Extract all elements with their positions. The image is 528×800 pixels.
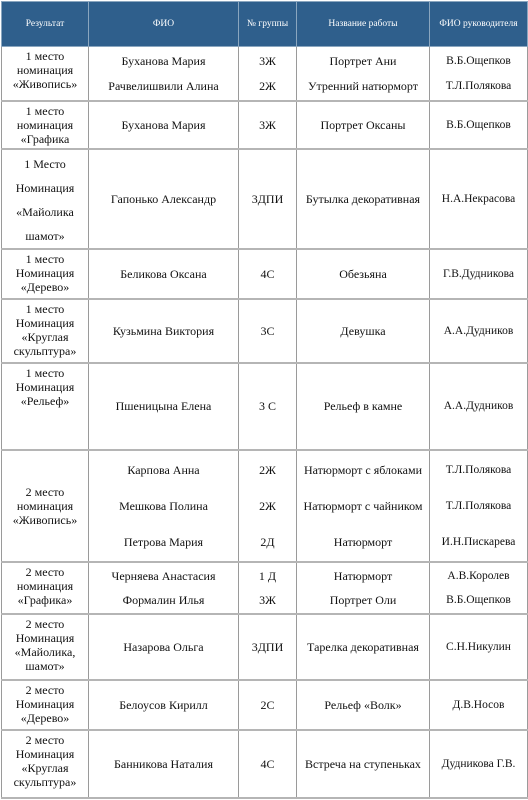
result-line: Номинация — [15, 315, 75, 330]
result-line: номинация — [16, 63, 74, 77]
result-line: 2 место — [25, 682, 65, 697]
table-row — [2, 680, 528, 730]
table-row — [2, 149, 528, 249]
participant-name: Гапонько Александр — [110, 191, 217, 206]
work-title: Девушка — [340, 323, 386, 338]
work-cell — [297, 47, 430, 101]
table-row — [2, 730, 528, 798]
work-cell — [297, 450, 430, 562]
supervisor-cell — [430, 730, 528, 798]
group-number: 3С — [260, 323, 275, 338]
supervisor-name: Н.А.Некрасова — [441, 192, 516, 205]
result-line: 1 Место — [24, 156, 66, 171]
result-cell — [2, 249, 89, 299]
work-cell — [297, 363, 430, 450]
supervisor-cell — [430, 47, 528, 101]
table-row — [2, 562, 528, 614]
table-row — [2, 363, 528, 450]
result-cell — [2, 450, 89, 562]
participant-name: Рачвелишвили Алина — [108, 78, 219, 93]
table-row — [2, 101, 528, 149]
participant-name: Буханова Мария — [121, 53, 206, 68]
supervisor-name: В.Б.Ощепков — [446, 118, 511, 131]
result-line: Номинация — [15, 746, 75, 761]
group-cell — [239, 680, 297, 730]
result-line: «Круглая — [21, 760, 69, 775]
result-line: Номинация — [15, 180, 75, 195]
table-row — [2, 450, 528, 562]
result-line: 1 место — [25, 365, 65, 380]
group-number: 2Ж — [259, 78, 276, 93]
result-line: «Графика — [20, 131, 70, 146]
participant-name: Петрова Мария — [123, 534, 204, 549]
header-row — [2, 2, 528, 47]
supervisor-cell — [430, 149, 528, 249]
group-number: 4С — [260, 756, 275, 771]
work-title: Портрет Оксаны — [320, 117, 406, 132]
group-number: 3ДПИ — [251, 191, 284, 206]
result-line: Номинация — [15, 696, 75, 711]
group-cell — [239, 249, 297, 299]
supervisor-name: С.Н.Никулин — [446, 640, 511, 653]
group-cell — [239, 363, 297, 450]
result-line: «Рельеф» — [20, 393, 70, 408]
header-name: ФИО — [89, 2, 239, 47]
supervisor-cell — [430, 363, 528, 450]
participant-name: Карпова Анна — [127, 462, 200, 477]
supervisor-cell — [430, 101, 528, 149]
group-number: 2С — [260, 697, 275, 712]
result-cell — [2, 562, 89, 614]
participant-name: Назарова Ольга — [123, 639, 204, 654]
work-cell — [297, 249, 430, 299]
result-cell — [2, 680, 89, 730]
supervisor-name: Г.В.Дудникова — [443, 267, 514, 280]
supervisor-name: Т.Л.Полякова — [445, 463, 512, 476]
supervisor-cell — [430, 249, 528, 299]
group-number: 2Ж — [259, 462, 276, 477]
result-line: «Дерево» — [20, 279, 70, 294]
group-cell — [239, 299, 297, 363]
result-cell — [2, 101, 89, 149]
name-cell — [89, 562, 239, 614]
supervisor-cell — [430, 299, 528, 363]
group-number: 4С — [260, 266, 275, 281]
result-cell — [2, 149, 89, 249]
header-supervisor: ФИО руководителя — [430, 2, 528, 47]
result-line: Номинация — [15, 379, 75, 394]
work-title: Натюрморт — [333, 534, 393, 549]
participant-name: Кузьмина Виктория — [112, 323, 215, 338]
work-title: Натюрморт — [333, 568, 393, 583]
result-line: 1 место — [25, 49, 65, 63]
result-line: «Круглая — [21, 329, 69, 344]
result-line: «Графика» — [17, 592, 73, 607]
result-line: 2 место — [25, 484, 65, 499]
group-number: 3Ж — [259, 53, 276, 68]
supervisor-name: А.А.Дудников — [443, 324, 514, 337]
results-table — [1, 1, 528, 799]
supervisor-name: А.А.Дудников — [443, 400, 514, 412]
supervisor-name: Т.Л.Полякова — [445, 79, 512, 92]
work-title: Натюрморт с яблоками — [303, 462, 423, 477]
result-line: 1 место — [25, 103, 65, 118]
name-cell — [89, 299, 239, 363]
work-cell — [297, 562, 430, 614]
supervisor-cell — [430, 680, 528, 730]
work-title: Обезьяна — [339, 266, 387, 281]
group-number: 1 Д — [258, 568, 277, 583]
result-line: номинация — [16, 578, 74, 593]
work-cell — [297, 299, 430, 363]
supervisor-cell — [430, 614, 528, 680]
result-line: 2 место — [25, 616, 65, 631]
table-row — [2, 299, 528, 363]
result-line: 2 место — [25, 564, 65, 579]
work-title: Натюрморт с чайником — [303, 498, 423, 513]
result-line: Номинация — [15, 265, 75, 280]
result-line: «Дерево» — [20, 710, 70, 725]
result-line: скульптура» — [13, 343, 77, 358]
table-row — [2, 614, 528, 680]
result-line: номинация — [16, 117, 74, 132]
name-cell — [89, 680, 239, 730]
name-cell — [89, 149, 239, 249]
result-line: «Майолика — [16, 204, 74, 219]
group-cell — [239, 614, 297, 680]
work-cell — [297, 680, 430, 730]
result-line: «Живопись» — [12, 512, 78, 527]
participant-name: Формалин Илья — [122, 592, 205, 607]
work-cell — [297, 730, 430, 798]
supervisor-name: Т.Л.Полякова — [445, 499, 512, 512]
result-line: скульптура» — [13, 774, 77, 789]
supervisor-name: В.Б.Ощепков — [446, 593, 511, 606]
name-cell — [89, 730, 239, 798]
work-cell — [297, 101, 430, 149]
result-line: 2 место — [25, 732, 65, 747]
participant-name: Пшеницына Елена — [115, 399, 212, 413]
name-cell — [89, 249, 239, 299]
result-cell — [2, 614, 89, 680]
result-line: Номинация — [15, 630, 75, 645]
name-cell — [89, 47, 239, 101]
participant-name: Мешкова Полина — [119, 498, 208, 513]
result-line: 1 место — [25, 301, 65, 316]
result-cell — [2, 47, 89, 101]
header-result: Результат — [2, 2, 89, 47]
supervisor-name: И.Н.Пискарева — [441, 535, 516, 548]
work-title: Встреча на ступеньках — [305, 756, 421, 771]
result-line: номинация — [16, 498, 74, 513]
work-title: Бутылка декоративная — [305, 191, 421, 206]
work-title: Тарелка декоративная — [307, 639, 419, 654]
name-cell — [89, 101, 239, 149]
header-work-title: Название работы — [297, 2, 430, 47]
result-line: 1 место — [25, 251, 65, 266]
result-cell — [2, 299, 89, 363]
result-cell — [2, 363, 89, 450]
supervisor-name: Дудникова Г.В. — [441, 757, 516, 770]
work-cell — [297, 614, 430, 680]
work-cell — [297, 149, 430, 249]
participant-name: Черняева Анастасия — [111, 568, 216, 583]
work-title: Портрет Оли — [329, 592, 397, 607]
result-cell — [2, 730, 89, 798]
group-cell — [239, 101, 297, 149]
result-line: «Живопись» — [12, 77, 78, 91]
supervisor-cell — [430, 562, 528, 614]
group-cell — [239, 149, 297, 249]
work-title: Рельеф в камне — [323, 399, 403, 413]
supervisor-name: Д.В.Носов — [452, 698, 505, 711]
group-number: 3Ж — [259, 592, 276, 607]
table-row — [2, 249, 528, 299]
name-cell — [89, 614, 239, 680]
group-cell — [239, 730, 297, 798]
group-number: 2Ж — [259, 498, 276, 513]
result-line: «Майолика, — [14, 644, 76, 659]
supervisor-name: В.Б.Ощепков — [446, 54, 511, 67]
participant-name: Беликова Оксана — [120, 266, 207, 281]
result-line: шамот» — [25, 658, 65, 673]
name-cell — [89, 363, 239, 450]
group-cell — [239, 562, 297, 614]
header-group: № группы — [239, 2, 297, 47]
group-number: 3 С — [258, 399, 276, 413]
group-number: 3Ж — [259, 117, 276, 132]
group-number: 3ДПИ — [251, 639, 284, 654]
participant-name: Банникова Наталия — [114, 756, 213, 771]
supervisor-cell — [430, 450, 528, 562]
work-title: Рельеф «Волк» — [324, 697, 402, 712]
table-row — [2, 47, 528, 101]
group-cell — [239, 47, 297, 101]
group-cell — [239, 450, 297, 562]
participant-name: Буханова Мария — [121, 117, 206, 132]
participant-name: Белоусов Кирилл — [119, 697, 208, 712]
work-title: Портрет Ани — [329, 53, 397, 68]
result-line: шамот» — [25, 228, 65, 243]
group-number: 2Д — [260, 534, 275, 549]
supervisor-name: А.В.Королев — [447, 569, 510, 582]
name-cell — [89, 450, 239, 562]
work-title: Утренний натюрморт — [307, 78, 419, 93]
